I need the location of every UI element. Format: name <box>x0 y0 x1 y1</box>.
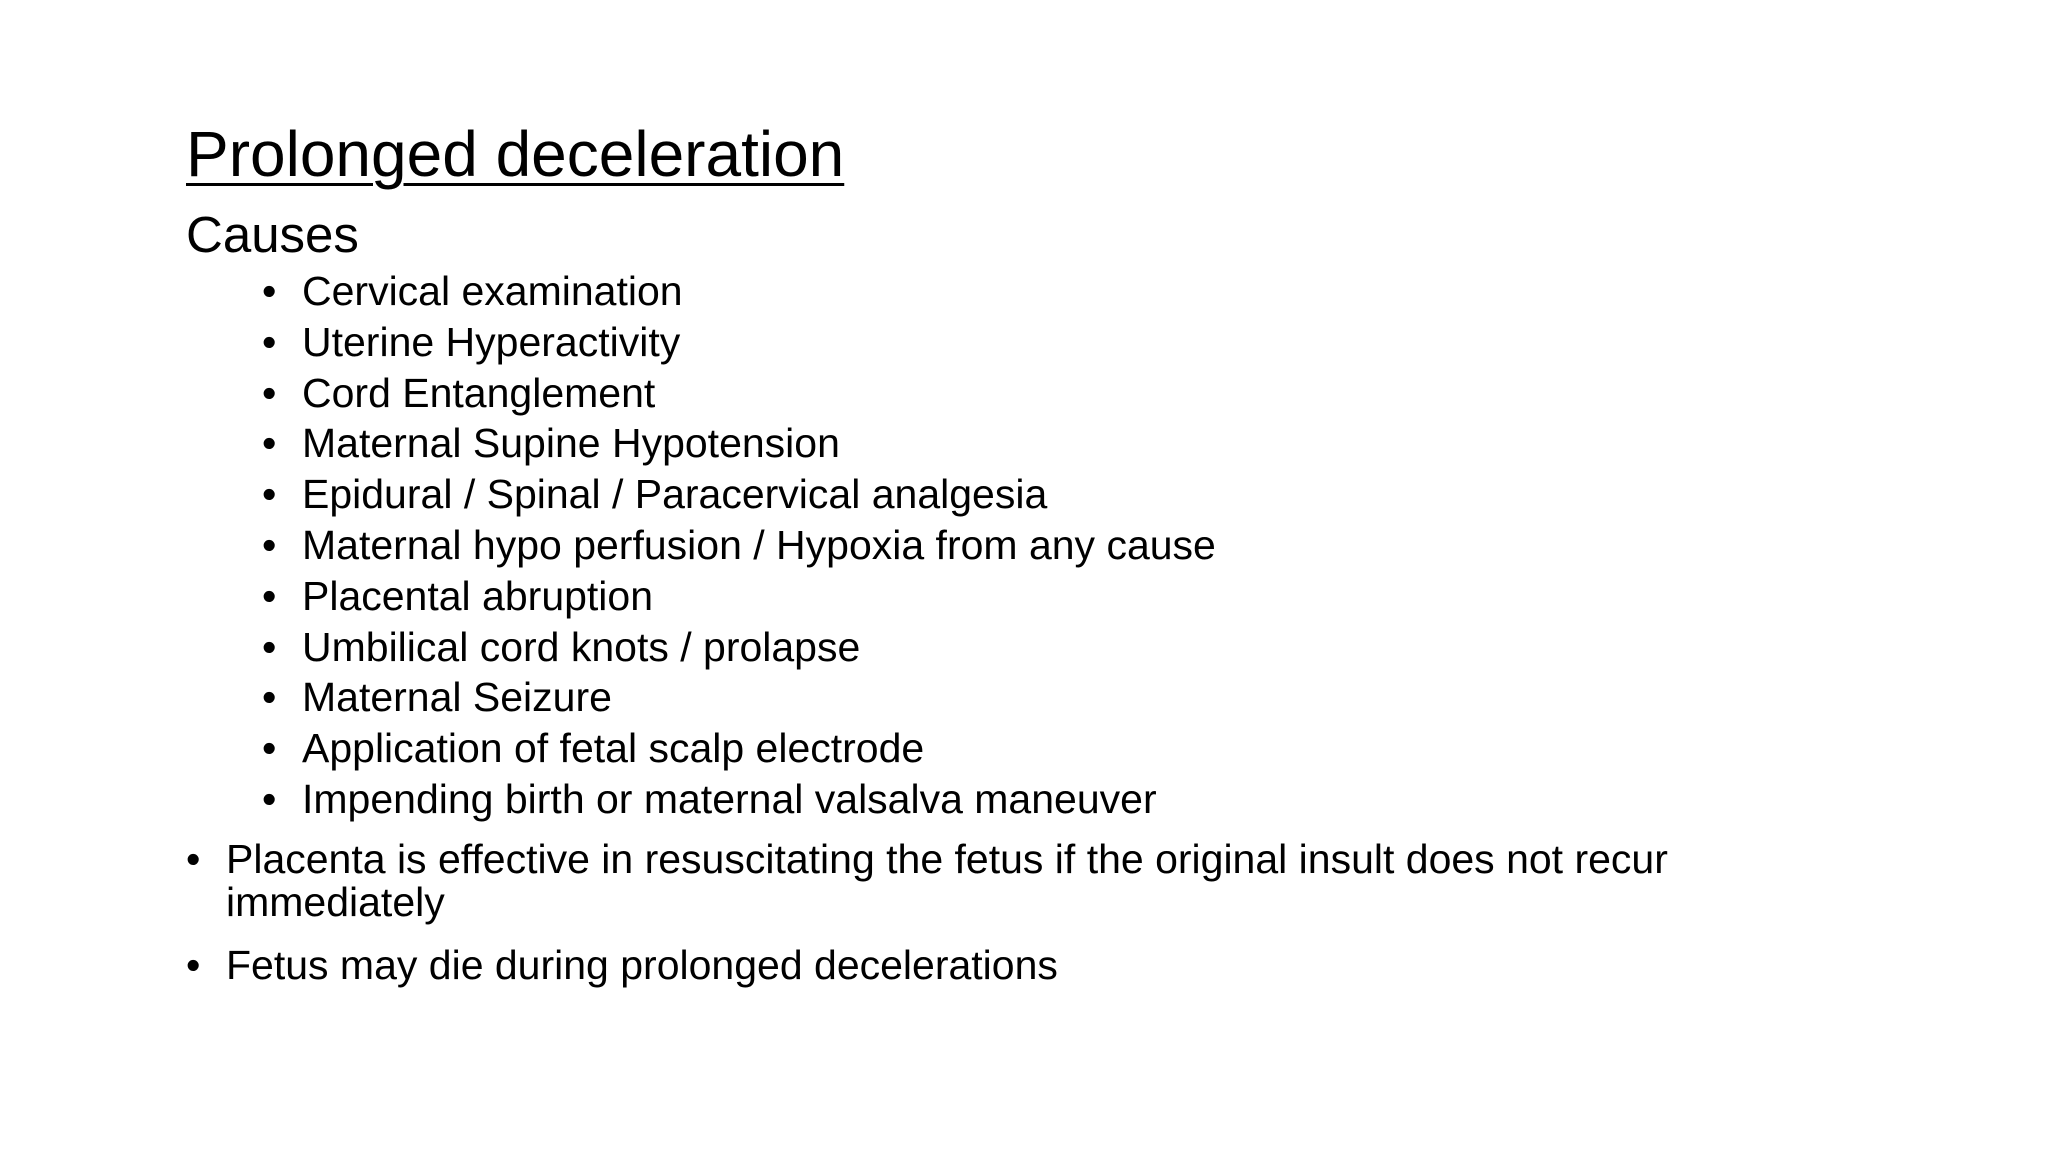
bullet-icon: • <box>262 521 277 568</box>
list-item <box>262 723 1216 774</box>
list-item <box>186 944 1886 987</box>
bullet-icon: • <box>262 318 277 365</box>
cause-text: Epidural / Spinal / Paracervical analgesia <box>302 471 1048 518</box>
list-item <box>262 672 1216 723</box>
causes-list <box>262 266 1216 825</box>
list-item <box>186 838 1886 924</box>
cause-text: Maternal Seizure <box>302 674 612 721</box>
points-list <box>186 838 1886 1007</box>
bullet-icon: • <box>262 268 277 314</box>
bullet-icon: • <box>262 471 277 518</box>
cause-text: Maternal Supine Hypotension <box>302 420 840 467</box>
slide-subtitle: Causes <box>186 206 359 263</box>
list-item <box>262 266 1216 317</box>
bullet-icon: • <box>262 420 277 467</box>
point-text: Fetus may die during prolonged decelerations <box>226 942 1058 988</box>
list-item <box>262 418 1216 469</box>
list-item <box>262 469 1216 520</box>
cause-text: Impending birth or maternal valsalva maneuver <box>302 775 1157 822</box>
list-item <box>262 774 1216 825</box>
cause-text: Umbilical cord knots / prolapse <box>302 623 861 670</box>
cause-text: Uterine Hyperactivity <box>302 318 681 365</box>
bullet-icon: • <box>262 674 277 721</box>
point-text: Placenta is effective in resuscitating the fetus if the original insult does not recur immediately <box>226 836 1668 925</box>
list-item <box>262 622 1216 673</box>
cause-text: Maternal hypo perfusion / Hypoxia from any cause <box>302 521 1216 568</box>
cause-text: Cord Entanglement <box>302 369 656 416</box>
bullet-icon: • <box>262 369 277 416</box>
bullet-icon: • <box>262 725 277 772</box>
list-item <box>262 520 1216 571</box>
cause-text: Application of fetal scalp electrode <box>302 725 925 772</box>
bullet-icon: • <box>262 572 277 619</box>
bullet-icon: • <box>186 836 201 882</box>
list-item <box>262 571 1216 622</box>
cause-text: Cervical examination <box>302 268 683 314</box>
list-item <box>262 368 1216 419</box>
list-item <box>262 317 1216 368</box>
cause-text: Placental abruption <box>302 572 654 619</box>
bullet-icon: • <box>262 623 277 670</box>
bullet-icon: • <box>186 942 201 988</box>
slide-title: Prolonged deceleration <box>186 118 845 190</box>
bullet-icon: • <box>262 775 277 822</box>
